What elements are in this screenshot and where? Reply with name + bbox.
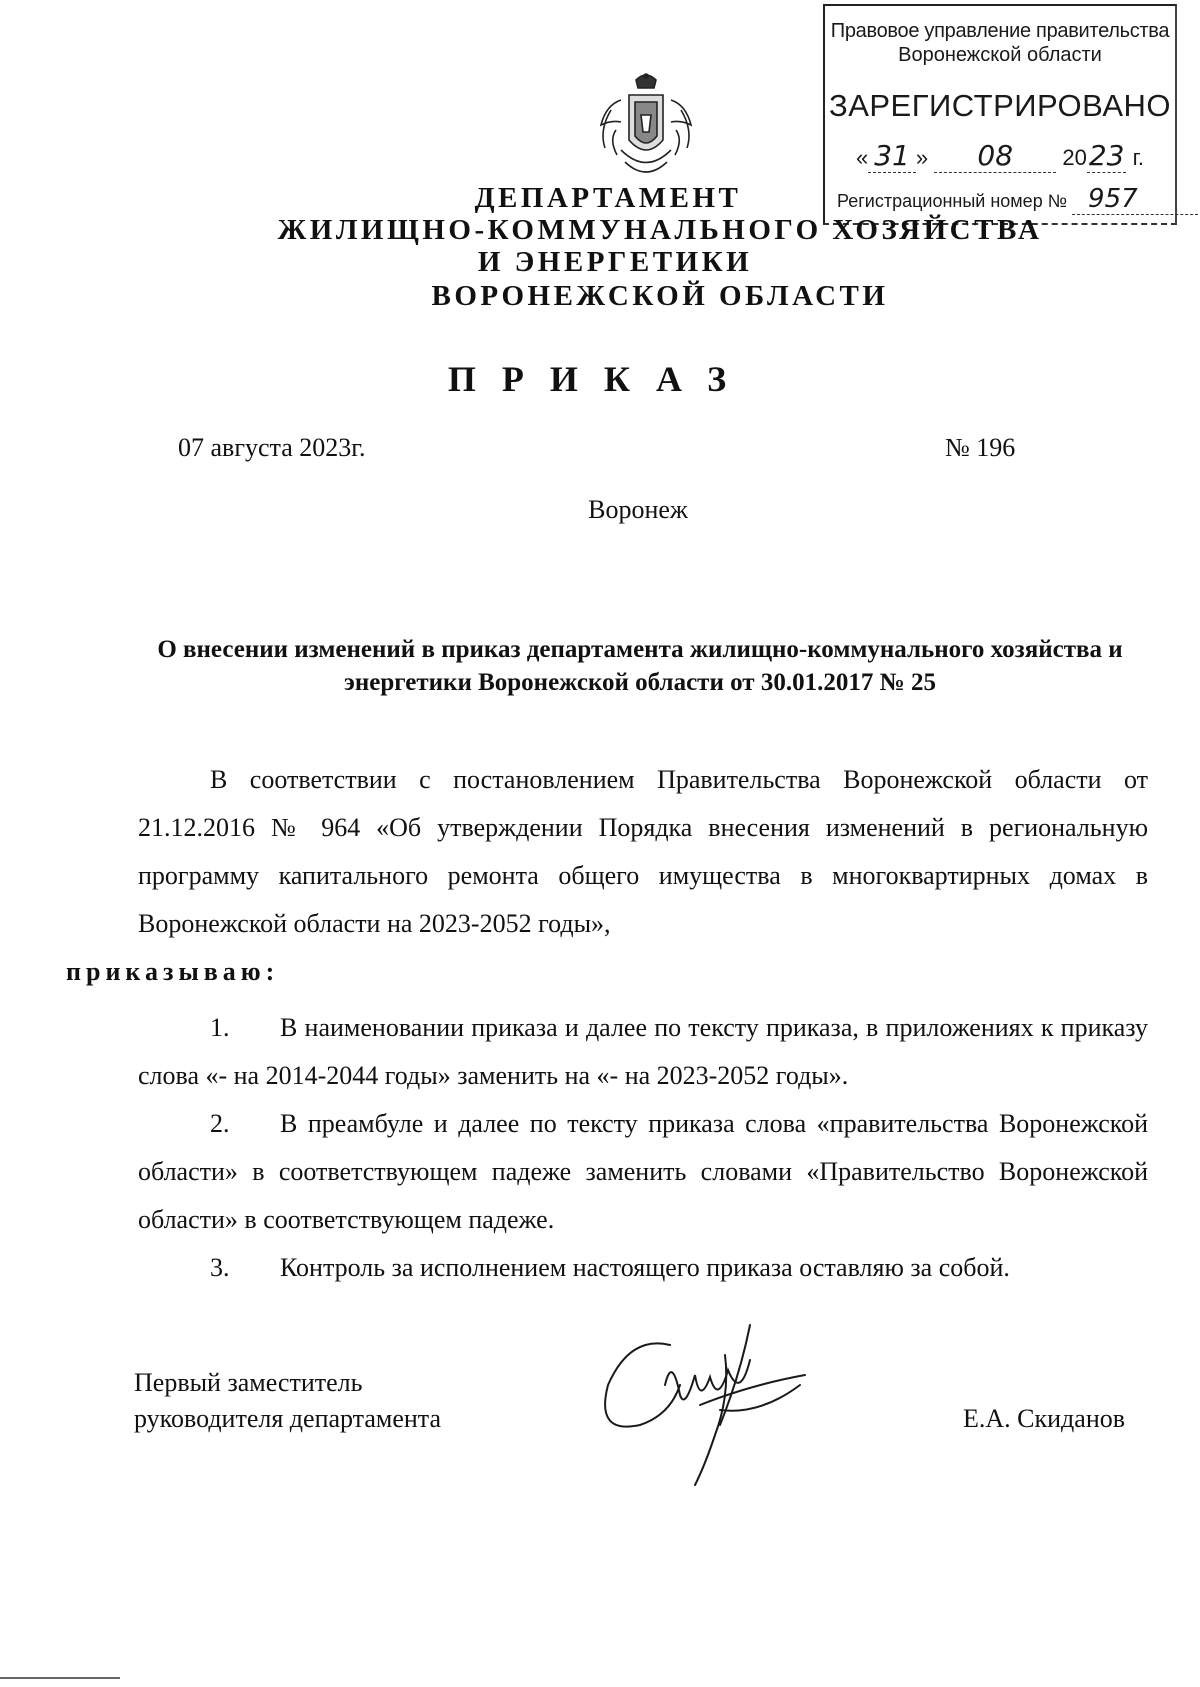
signatory-title-line2: руководителя департамента — [134, 1404, 442, 1433]
header-line1: ДЕПАРТАМЕНТ — [474, 182, 742, 214]
stamp-date-year-suffix: 23 — [1088, 139, 1125, 172]
doc-date: 07 августа 2023г. — [178, 433, 366, 462]
stamp-date: « 31 » 08 2023 г. — [855, 139, 1145, 172]
stamp-reg-number: 957 — [1072, 184, 1198, 215]
coat-of-arms-emblem — [591, 70, 701, 190]
list-item — [138, 1244, 1148, 1292]
stamp-registered: ЗАРЕГИСТРИРОВАНО — [828, 88, 1171, 123]
signatory-title — [134, 1365, 441, 1437]
stamp-date-year-prefix: 20 — [1062, 145, 1087, 170]
list-item-number: 2. — [210, 1109, 230, 1138]
stamp-date-year-letter: г. — [1132, 145, 1145, 170]
page-bottom-rule — [0, 1677, 120, 1679]
signatory-name: Е.А. Скиданов — [963, 1404, 1126, 1433]
doc-number: № 196 — [945, 433, 1016, 462]
list-item-text: В наименовании приказа и далее по тексту приказа, в приложениях к приказу слова «- на 2014-2044 годы» заменить на «- на 2023-2052 годы». — [138, 1013, 1148, 1090]
list-item-text: В преамбуле и далее по тексту приказа слова «правительства Воронежской области» в соответствующем падеже заменить словами «Правительство Воронежской области» в соответствующем падеже. — [138, 1109, 1148, 1234]
header-line3: И ЭНЕРГЕТИКИ — [477, 246, 753, 278]
stamp-org-line2: Воронежской области — [898, 44, 1102, 66]
doc-subject: О внесении изменений в приказ департамента жилищно-коммунального хозяйства и энергетики Воронежской области от 30.01.2017 № 25 — [157, 636, 1123, 696]
list-item — [138, 1004, 1148, 1100]
stamp-date-month: 08 — [934, 139, 1056, 173]
list-item-number: 1. — [210, 1013, 230, 1042]
stamp-reg-number-label: Регистрационный номер № — [837, 191, 1068, 211]
doc-city: Воронеж — [588, 495, 688, 524]
list-item-text: Контроль за исполнением настоящего приказа оставляю за собой. — [280, 1253, 1010, 1282]
body-intro-paragraph — [66, 756, 1148, 996]
stamp-date-day: 31 — [868, 139, 916, 173]
list-item — [138, 1100, 1148, 1244]
signatory-title-line1: Первый заместитель — [134, 1368, 363, 1397]
handwritten-signature — [600, 1315, 840, 1495]
stamp-org-line1: Правовое управление правительства — [830, 20, 1170, 42]
header-line4: ВОРОНЕЖСКОЙ ОБЛАСТИ — [431, 280, 889, 312]
doc-type-title: ПРИКАЗ — [447, 359, 753, 399]
header-line2: ЖИЛИЩНО-КОММУНАЛЬНОГО ХОЗЯЙСТВА — [277, 214, 1043, 246]
order-word: приказываю: — [66, 957, 280, 986]
body-intro-text: В соответствии с постановлением Правительства Воронежской области от 21.12.2016 № 964 «Об утверждении Порядка внесения изменений в региональную программу капитального ремонта общего имущества в многоквартирных домах в Воронежской области на 2023-2052 годы», — [138, 765, 1148, 938]
list-item-number: 3. — [210, 1253, 230, 1282]
